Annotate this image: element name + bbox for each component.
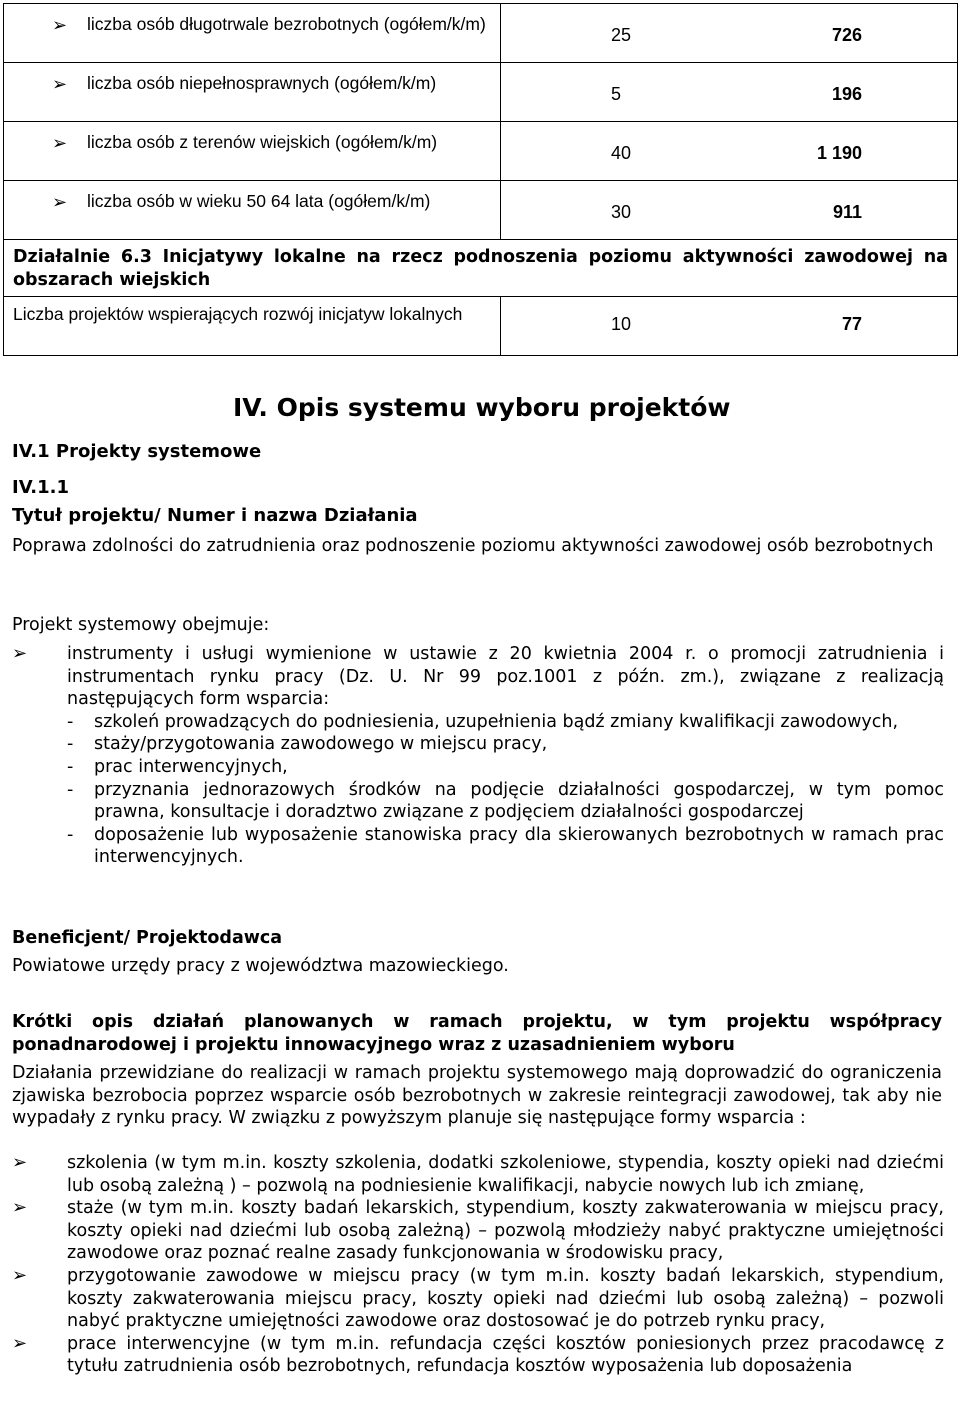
indicator-label: liczba osób w wieku 50 64 lata (ogółem/k/m)	[87, 191, 431, 211]
list-item	[12, 1333, 944, 1378]
indicator-value-2: 1 190	[816, 143, 862, 163]
includes-sublist	[67, 711, 944, 869]
indicator-values-cell	[501, 4, 958, 63]
beneficiary-heading: Beneficjent/ Projektodawca	[12, 928, 283, 948]
list-item	[12, 1197, 944, 1265]
arrow-bullet-icon: ➢	[12, 1264, 28, 1286]
list-item-text: przygotowanie zawodowe w miejscu pracy (w tym m.in. koszty badań lekarskich, stypendium, koszty zakwaterowania miejscu pracy, koszty opieki nad dziećmi lub osobą zależną) – pozwoli nabyć praktyczne umiejętności zawodowe oraz dostosować je do potrzeb rynku pracy,	[67, 1265, 944, 1332]
arrow-bullet-icon: ➢	[52, 15, 68, 36]
indicator-values-cell	[501, 122, 958, 181]
subsection-title: IV.1 Projekty systemowe	[12, 441, 262, 462]
indicator-value-1: 25	[611, 25, 632, 45]
list-item-text: prace interwencyjne (w tym m.in. refundacja części kosztów poniesionych przez pracodawcę z tytułu zatrudnienia osób bezrobotnych, refundacja kosztów wyposażenia lub doposażenia	[67, 1333, 944, 1377]
list-item	[67, 756, 944, 779]
list-item-text: staży/przygotowania zawodowego w miejscu pracy,	[94, 734, 548, 755]
list-item	[12, 643, 944, 869]
indicator-values-cell	[501, 181, 958, 240]
projects-value-2: 77	[841, 314, 862, 334]
projects-label: Liczba projektów wspierających rozwój inicjatyw lokalnych	[13, 304, 463, 324]
indicator-value-2: 726	[831, 25, 862, 45]
table-row	[4, 122, 958, 181]
indicator-value-2: 911	[832, 202, 862, 222]
indicator-label-cell	[4, 122, 501, 181]
arrow-bullet-icon: ➢	[52, 192, 68, 213]
section-title: IV. Opis systemu wyboru projektów	[233, 393, 731, 422]
indicator-label-cell	[4, 63, 501, 122]
projects-value-1: 10	[611, 314, 632, 334]
short-desc-heading: Krótki opis działań planowanych w ramach projektu, w tym projektu współpracy ponadnarodowej i projektu innowacyjnego wraz z uzasadnieniem wyboru	[12, 1012, 942, 1055]
table-row	[4, 63, 958, 122]
list-item-text: doposażenie lub wyposażenie stanowiska pracy dla skierowanych bezrobotnych w ramach prac interwencyjnych.	[94, 824, 944, 868]
dash-bullet: -	[67, 734, 74, 755]
list-item-text: szkoleń prowadzących do podniesienia, uzupełnienia bądź zmiany kwalifikacji zawodowych,	[94, 711, 899, 732]
list-item-text: staże (w tym m.in. koszty badań lekarskich, stypendium, koszty zakwaterowania w miejscu pracy, koszty opieki nad dziećmi lub osobą zależną) – pozwolą młodzieży nabyć praktyczne umiejętności zawodowe oraz poznać realne zasady funkcjonowania w środowisku pracy,	[67, 1198, 944, 1264]
short-desc-text: Działania przewidziane do realizacji w ramach projektu systemowego mają doprowadzić do ograniczenia zjawiska bezrobocia poprzez wsparcie osób bezrobotnych w zakresie reintegracji zawodowej, tak aby nie wypadały z rynku pracy. W związku z powyższym planuje się następujące formy wsparcia :	[12, 1063, 942, 1128]
table-row	[4, 4, 958, 63]
list-item	[67, 711, 944, 734]
indicator-label: liczba osób niepełnosprawnych (ogółem/k/m)	[87, 73, 437, 93]
project-title: Poprawa zdolności do zatrudnienia oraz podnoszenie poziomu aktywności zawodowej osób bezrobotnych	[12, 536, 934, 556]
arrow-bullet-icon: ➢	[52, 133, 68, 154]
indicator-label: liczba osób długotrwale bezrobotnych (ogółem/k/m)	[87, 14, 486, 34]
indicator-label: liczba osób z terenów wiejskich (ogółem/k/m)	[87, 132, 438, 152]
title-heading: Tytuł projektu/ Numer i nazwa Działania	[12, 505, 418, 526]
arrow-bullet-icon: ➢	[12, 1197, 28, 1219]
dash-bullet: -	[67, 824, 74, 845]
indicator-value-1: 40	[611, 143, 632, 163]
includes-label: Projekt systemowy obejmuje:	[12, 615, 270, 635]
list-item	[12, 1152, 944, 1197]
indicator-value-1: 30	[611, 202, 632, 222]
includes-intro: instrumenty i usługi wymienione w ustawie z 20 kwietnia 2004 r. o promocji zatrudnienia i instrumentach rynku pracy (Dz. U. Nr 99 poz.1001 z późn. zm.), związane z realizacją następujących form wsparcia:	[67, 644, 944, 710]
arrow-bullet-icon: ➢	[12, 643, 28, 664]
includes-list	[12, 643, 944, 869]
table-row	[4, 181, 958, 240]
arrow-bullet-icon: ➢	[12, 1152, 28, 1173]
list-item-text: szkolenia (w tym m.in. koszty szkolenia, dodatki szkoleniowe, stypendia, koszty opieki nad dziećmi lub osobą zależną ) – pozwolą na podniesienie kwalifikacji, nabycie nowych lub ich zmianę,	[67, 1153, 944, 1196]
list-item	[67, 779, 944, 824]
beneficiary-text: Powiatowe urzędy pracy z województwa mazowieckiego.	[12, 956, 509, 976]
list-item	[12, 1265, 944, 1333]
indicator-value-1: 5	[611, 84, 622, 104]
arrow-bullet-icon: ➢	[12, 1332, 28, 1354]
dash-bullet: -	[67, 756, 74, 777]
list-item	[67, 824, 944, 869]
indicator-value-2: 196	[831, 84, 862, 104]
arrow-bullet-icon: ➢	[52, 74, 68, 95]
table-row	[4, 240, 958, 297]
list-item-text: prac interwencyjnych,	[94, 756, 288, 777]
indicator-values-cell	[501, 63, 958, 122]
action-heading-cell	[4, 240, 958, 297]
action-heading: Działalnie 6.3 Inicjatywy lokalne na rzecz podnoszenia poziomu aktywności zawodowej na obszarach wiejskich	[13, 247, 948, 290]
list-item	[67, 733, 944, 756]
subsubsection-title: IV.1.1	[12, 477, 70, 498]
projects-label-cell	[4, 297, 501, 356]
support-forms-list	[12, 1152, 944, 1378]
list-item-text: przyznania jednorazowych środków na podjęcie działalności gospodarczej, w tym pomoc prawna, konsultacje i doradztwo związane z podjęciem działalności gospodarczej	[94, 779, 944, 823]
indicators-table	[3, 3, 958, 356]
indicator-label-cell	[4, 181, 501, 240]
table-row	[4, 297, 958, 356]
indicator-label-cell	[4, 4, 501, 63]
dash-bullet: -	[67, 711, 74, 732]
dash-bullet: -	[67, 779, 74, 800]
projects-values-cell	[501, 297, 958, 356]
